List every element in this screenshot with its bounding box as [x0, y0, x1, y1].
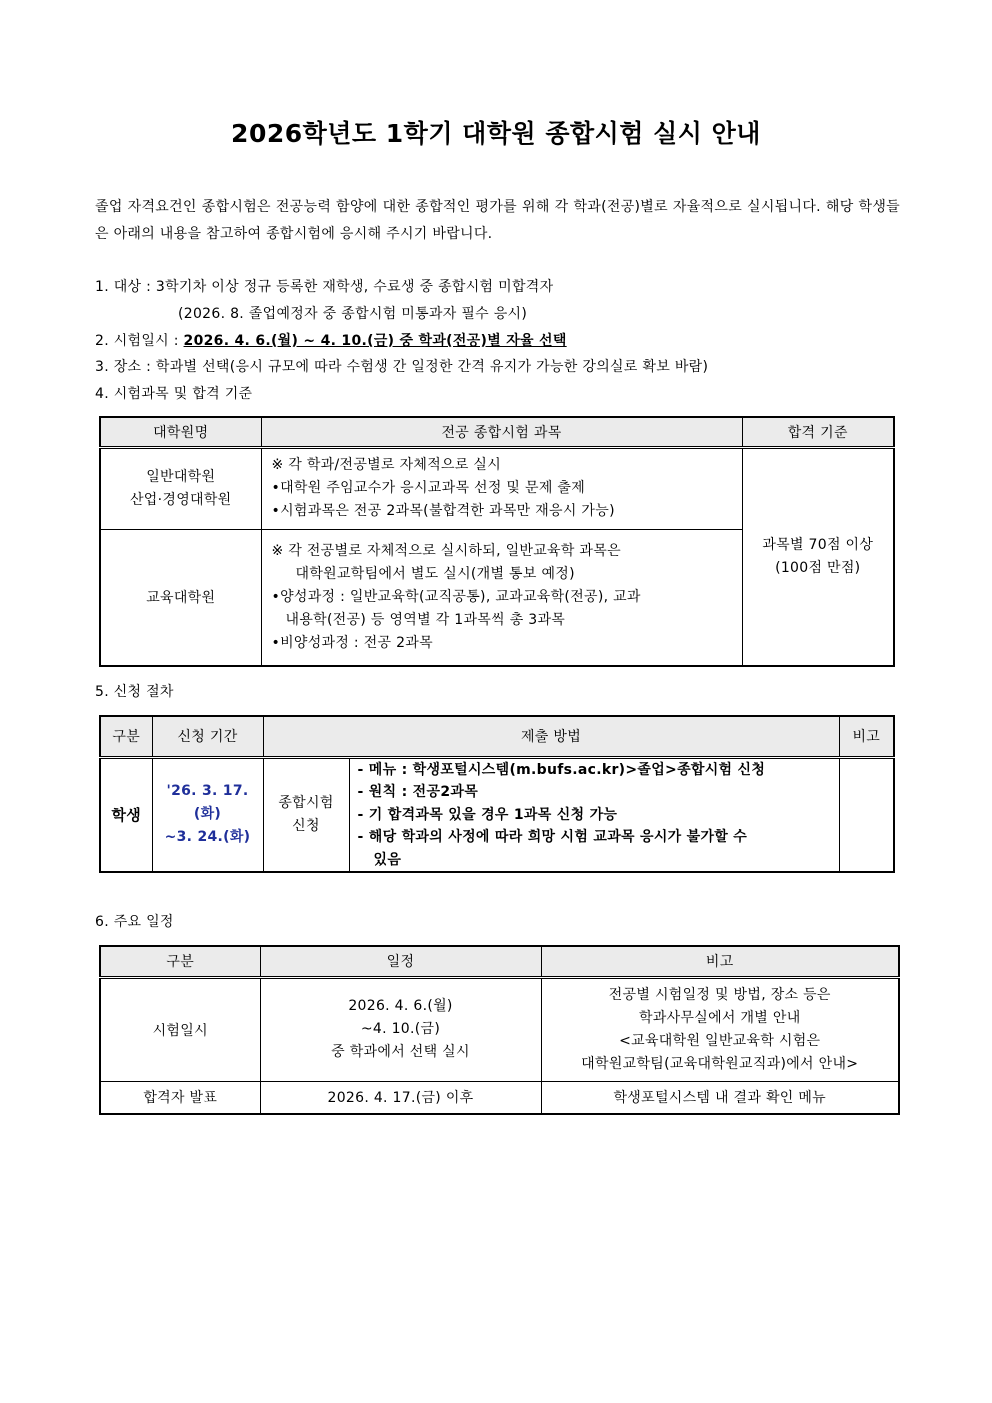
schedule-row2-date: 2026. 4. 17.(금) 이후 [260, 1081, 541, 1114]
schedule-note-line: 대학원교학팀(교육대학원교직과)에서 안내> [581, 1055, 859, 1072]
subject-line: • 양성과정 : 일반교육학(교직공통), 교과교육학(전공), 교과 [272, 586, 736, 609]
apply-header-category: 구분 [100, 716, 152, 757]
method-line: - 해당 학과의 사정에 따라 희망 시험 교과목 응시가 불가할 수 [357, 829, 748, 845]
apply-heading: 5. 신청 절차 [95, 684, 174, 700]
schedule-row1-date [260, 977, 541, 1081]
apply-header-note: 비고 [839, 716, 894, 757]
pass-criteria-line: (100점 만점) [775, 559, 861, 576]
schedule-date-line: 중 학과에서 선택 실시 [331, 1044, 470, 1060]
apply-header-method: 제출 방법 [263, 716, 839, 757]
apply-method-details [349, 757, 839, 872]
schedule-header-category: 구분 [100, 946, 260, 977]
apply-period-start: '26. 3. 17.(화) [166, 783, 249, 823]
schedule-table [99, 945, 900, 1115]
subject-line: 대학원교학팀에서 별도 실시(개별 통보 예정) [295, 565, 575, 582]
school-cell-general [100, 447, 261, 529]
subject-line: • 비양성과정 : 전공 2과목 [272, 632, 736, 655]
subjects-header-subject: 전공 종합시험 과목 [261, 417, 742, 447]
target-line: 1. 대상 : 3학기차 이상 정규 등록한 재학생, 수료생 중 종합시험 미합격자 [95, 279, 554, 295]
schedule-row2-label: 합격자 발표 [100, 1081, 260, 1114]
method-line: - 메뉴 : 학생포털시스템(m.bufs.ac.kr)>졸업>종합시험 신청 [357, 761, 766, 778]
subjects-heading: 4. 시험과목 및 합격 기준 [95, 386, 253, 402]
schedule-row2-note: 학생포털시스템 내 결과 확인 메뉴 [541, 1081, 899, 1114]
method-line: - 기 합격과목 있을 경우 1과목 신청 가능 [357, 806, 618, 823]
schedule-note-line: <교육대학원 일반교육학 시험은 [619, 1032, 821, 1049]
apply-note [839, 757, 894, 872]
target-note: (2026. 8. 졸업예정자 중 종합시험 미통과자 필수 응시) [178, 306, 528, 322]
pass-criteria-line: 과목별 70점 이상 [762, 536, 874, 553]
method-line: - 원칙 : 전공2과목 [357, 784, 479, 800]
page-title: 2026학년도 1학기 대학원 종합시험 실시 안내 [231, 119, 761, 148]
apply-header-period: 신청 기간 [152, 716, 263, 757]
subjects-header-school: 대학원명 [100, 417, 261, 447]
subject-line: 내용학(전공) 등 영역별 각 1과목씩 총 3과목 [285, 611, 566, 628]
schedule-note-line: 전공별 시험일정 및 방법, 장소 등은 [608, 986, 831, 1003]
subject-line: • 시험과목은 전공 2과목(불합격한 과목만 재응시 가능) [272, 500, 736, 523]
school-name: 산업·경영대학원 [129, 491, 232, 508]
subjects-table [99, 416, 895, 667]
place-line: 3. 장소 : 학과별 선택(응시 규모에 따라 수험생 간 일정한 간격 유지가 가능한 강의실로 확보 바람) [95, 359, 709, 375]
school-name: 일반대학원 [146, 468, 216, 485]
exam-date-label: 2. 시험일시 : [95, 333, 184, 349]
schedule-header-date: 일정 [260, 946, 541, 977]
method-title-line: 종합시험 [278, 794, 334, 811]
intro-paragraph: 졸업 자격요건인 종합시험은 전공능력 함양에 대한 종합적인 평가를 위해 각 학과(전공)별로 자율적으로 실시됩니다. 해당 학생들은 아래의 내용을 참고하여 종합시험에 응시해 주시기 바랍니다. [95, 199, 900, 242]
schedule-row1-note [541, 977, 899, 1081]
schedule-heading: 6. 주요 일정 [95, 914, 174, 930]
schedule-date-line: 2026. 4. 6.(월) [348, 998, 453, 1014]
subject-line: ※ 각 전공별로 자체적으로 실시하되, 일반교육학 과목은 [271, 542, 621, 559]
subjects-header-pass: 합격 기준 [742, 417, 894, 447]
schedule-header-note: 비고 [541, 946, 899, 977]
apply-period-end: ~3. 24.(화) [164, 829, 251, 846]
apply-period [152, 757, 263, 872]
subject-line: • 대학원 주임교수가 응시교과목 선정 및 문제 출제 [272, 477, 736, 500]
subjects-cell-general [261, 447, 742, 529]
exam-date-line [95, 330, 567, 350]
schedule-note-line: 학과사무실에서 개별 안내 [638, 1009, 801, 1026]
method-title-line: 신청 [292, 817, 320, 834]
apply-method-title [263, 757, 349, 872]
apply-category: 학생 [100, 757, 152, 872]
method-line: 있음 [373, 851, 402, 868]
subjects-cell-education [261, 529, 742, 666]
school-cell-education: 교육대학원 [100, 529, 261, 666]
pass-criteria-cell [742, 447, 894, 666]
schedule-date-line: ~4. 10.(금) [360, 1021, 441, 1037]
exam-date-value: 2026. 4. 6.(월) ~ 4. 10.(금) 중 학과(전공)별 자율 선택 [183, 333, 567, 349]
schedule-row1-label: 시험일시 [100, 977, 260, 1081]
apply-table [99, 715, 895, 873]
subject-line: ※ 각 학과/전공별로 자체적으로 실시 [271, 457, 502, 473]
